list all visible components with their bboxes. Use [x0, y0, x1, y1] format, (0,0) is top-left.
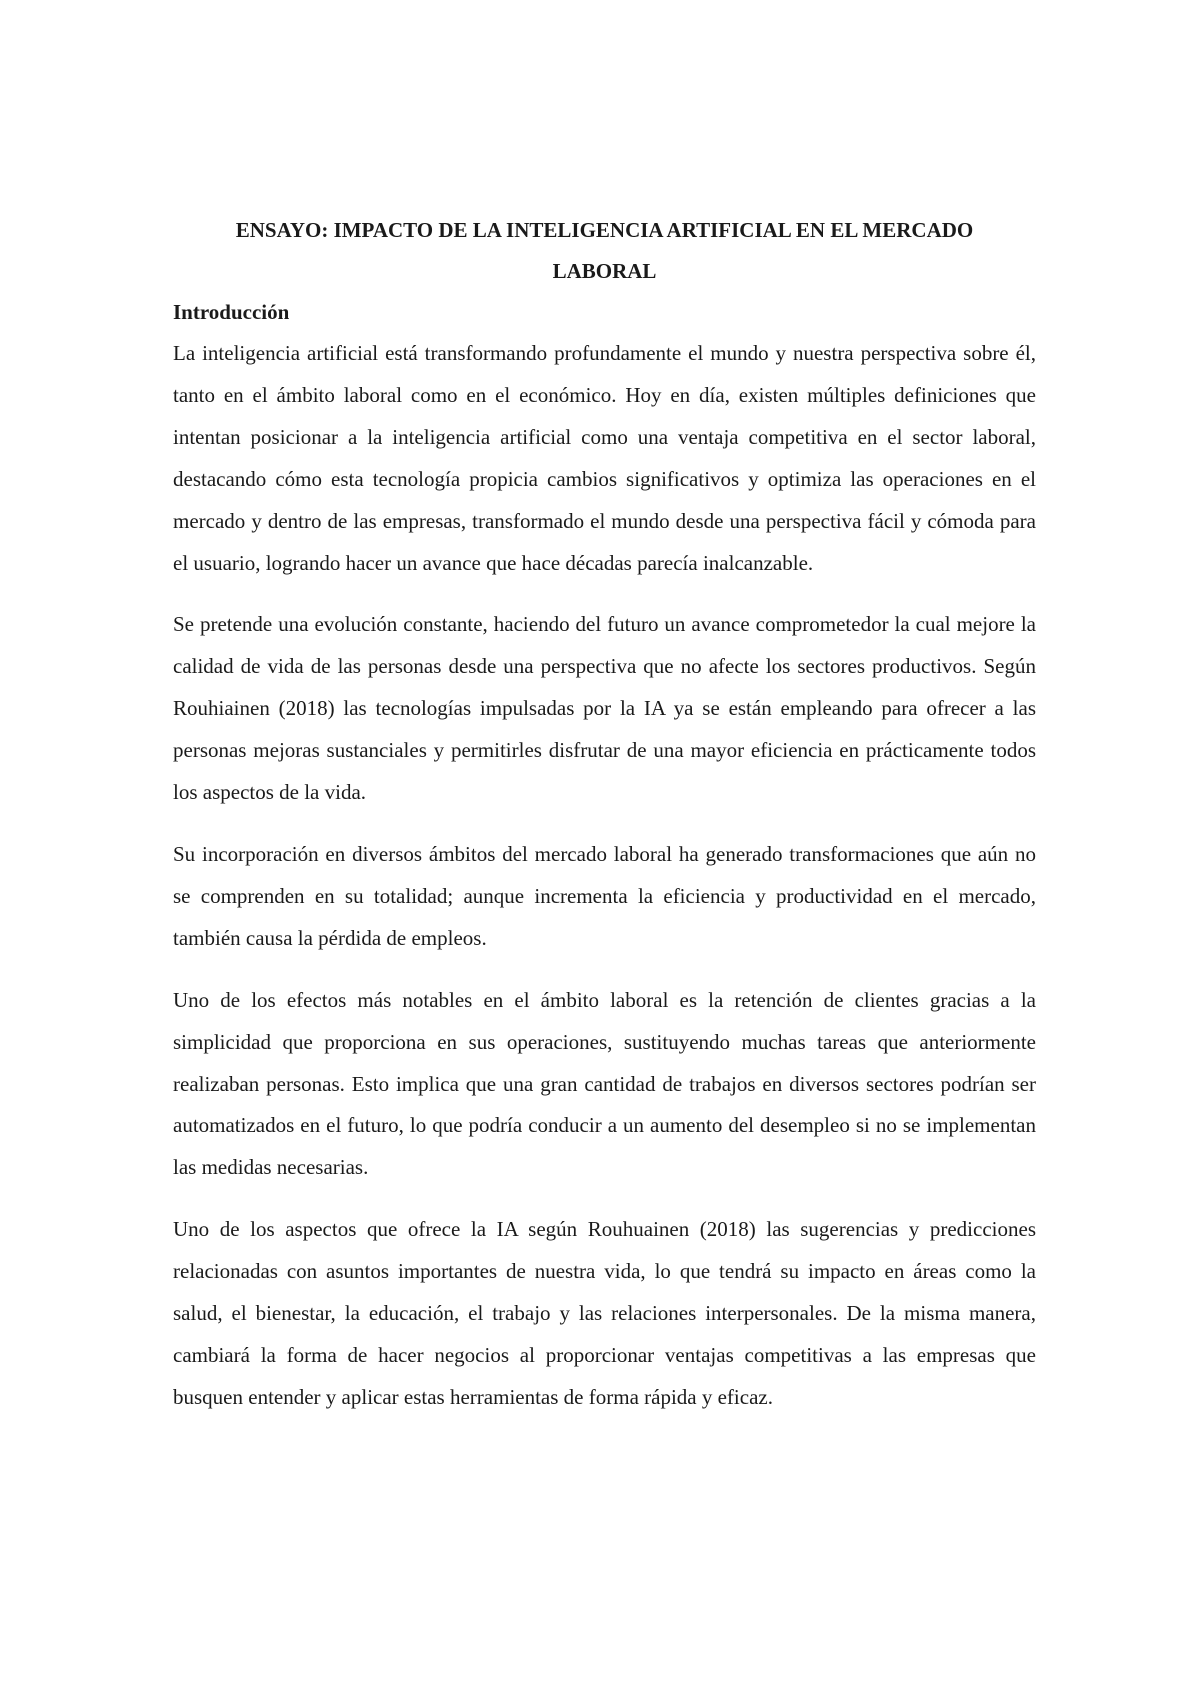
document-body: [173, 210, 1036, 1439]
paragraph-1: La inteligencia artificial está transformando profundamente el mundo y nuestra perspectiva sobre él, tanto en el ámbito laboral como en el económico. Hoy en día, existen múltiples definiciones que intentan posicionar a la inteligencia artificial como una ventaja competitiva en el sector laboral, destacando cómo esta tecnología propicia cambios significativos y optimiza las operaciones en el mercado y dentro de las empresas, transformado el mundo desde una perspectiva fácil y cómoda para el usuario, logrando hacer un avance que hace décadas parecía inalcanzable.: [173, 341, 1036, 575]
paragraph-5: Uno de los aspectos que ofrece la IA según Rouhuainen (2018) las sugerencias y predicciones relacionadas con asuntos importantes de nuestra vida, lo que tendrá su impacto en áreas como la salud, el bienestar, la educación, el trabajo y las relaciones interpersonales. De la misma manera, cambiará la forma de hacer negocios al proporcionar ventajas competitivas a las empresas que busquen entender y aplicar estas herramientas de forma rápida y eficaz.: [173, 1217, 1036, 1409]
document-title: ENSAYO: IMPACTO DE LA INTELIGENCIA ARTIFICIAL EN EL MERCADO LABORAL: [235, 218, 974, 283]
paragraph-3: Su incorporación en diversos ámbitos del mercado laboral ha generado transformaciones que aún no se comprenden en su totalidad; aunque incrementa la eficiencia y productividad en el mercado, también causa la pérdida de empleos.: [173, 841, 1036, 950]
paragraph-4: Uno de los efectos más notables en el ámbito laboral es la retención de clientes gracias a la simplicidad que proporciona en sus operaciones, sustituyendo muchas tareas que anteriormente realizaban personas. Esto implica que una gran cantidad de trabajos en diversos sectores podrían ser automatizados en el futuro, lo que podría conducir a un aumento del desempleo si no se implementan las medidas necesarias.: [173, 987, 1036, 1180]
section-heading-introduccion: Introducción: [173, 300, 290, 324]
paragraph-2: Se pretende una evolución constante, haciendo del futuro un avance comprometedor la cual mejore la calidad de vida de las personas desde una perspectiva que no afecte los sectores productivos. Según Rouhiainen (2018) las tecnologías impulsadas por la IA ya se están empleando para ofrecer a las personas mejoras sustanciales y permitirles disfrutar de una mayor eficiencia en prácticamente todos los aspectos de la vida.: [173, 612, 1036, 805]
